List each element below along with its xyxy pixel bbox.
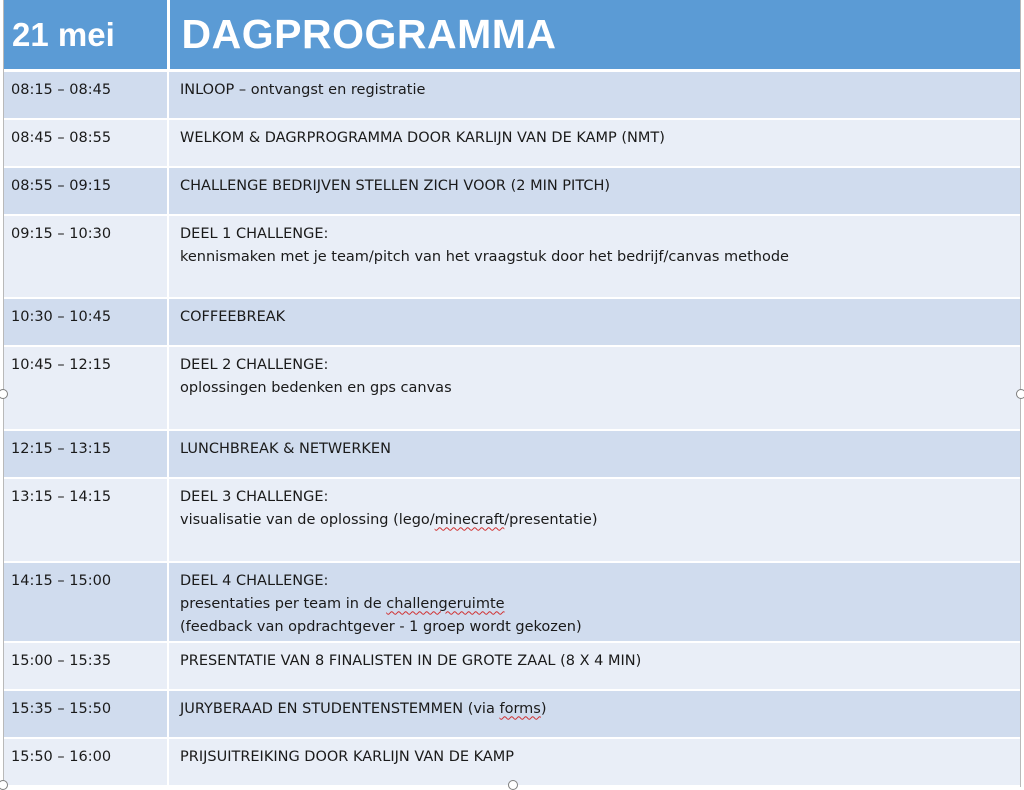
activity-line: LUNCHBREAK & NETWERKEN bbox=[180, 440, 391, 457]
time-cell: 10:30 – 10:45 bbox=[4, 298, 168, 346]
activity-text: presentaties per team in de bbox=[180, 595, 387, 612]
table-row bbox=[4, 430, 1020, 478]
time-cell: 12:15 – 13:15 bbox=[4, 430, 168, 478]
activity-line: DEEL 1 CHALLENGE: bbox=[180, 225, 329, 242]
spellcheck-word[interactable]: minecraft bbox=[434, 511, 505, 528]
activity-text: /presentatie) bbox=[504, 511, 598, 528]
table-row bbox=[4, 478, 1020, 562]
activity-text: ) bbox=[540, 700, 547, 717]
resize-handle-bottom[interactable] bbox=[508, 780, 518, 790]
activity-cell bbox=[168, 430, 1020, 478]
activity-cell bbox=[168, 298, 1020, 346]
table-row bbox=[4, 215, 1020, 298]
activity-cell bbox=[168, 642, 1020, 690]
activity-line: (feedback van opdrachtgever - 1 groep wordt gekozen) bbox=[180, 618, 582, 635]
activity-cell bbox=[168, 71, 1020, 119]
time-cell: 15:50 – 16:00 bbox=[4, 738, 168, 786]
spellcheck-word[interactable]: challengeruimte bbox=[386, 595, 505, 612]
time-cell: 08:15 – 08:45 bbox=[4, 71, 168, 119]
time-cell: 09:15 – 10:30 bbox=[4, 215, 168, 298]
activity-text: JURYBERAAD EN STUDENTENSTEMMEN (via bbox=[180, 700, 500, 717]
header-row bbox=[4, 0, 1020, 71]
activity-line: COFFEEBREAK bbox=[180, 308, 286, 325]
activity-line bbox=[180, 593, 1020, 616]
spellcheck-word[interactable]: forms bbox=[499, 700, 541, 717]
table-row bbox=[4, 71, 1020, 119]
schedule-frame bbox=[3, 0, 1021, 787]
time-cell: 15:00 – 15:35 bbox=[4, 642, 168, 690]
table-row bbox=[4, 642, 1020, 690]
activity-cell bbox=[168, 738, 1020, 786]
time-cell: 14:15 – 15:00 bbox=[4, 562, 168, 642]
activity-cell bbox=[168, 167, 1020, 215]
time-cell: 13:15 – 14:15 bbox=[4, 478, 168, 562]
activity-line: DEEL 4 CHALLENGE: bbox=[180, 572, 329, 589]
table-row bbox=[4, 298, 1020, 346]
page-title: DAGPROGRAMMA bbox=[168, 0, 1020, 71]
activity-line bbox=[180, 698, 1020, 721]
activity-line: INLOOP – ontvangst en registratie bbox=[180, 82, 426, 98]
time-cell: 08:55 – 09:15 bbox=[4, 167, 168, 215]
activity-cell bbox=[168, 119, 1020, 167]
time-cell: 10:45 – 12:15 bbox=[4, 346, 168, 430]
activity-cell bbox=[168, 346, 1020, 430]
activity-line: PRESENTATIE VAN 8 FINALISTEN IN DE GROTE ZAAL (8 X 4 MIN) bbox=[180, 652, 642, 669]
activity-cell bbox=[168, 690, 1020, 738]
activity-line: DEEL 2 CHALLENGE: bbox=[180, 356, 329, 373]
table-row bbox=[4, 562, 1020, 642]
activity-cell bbox=[168, 562, 1020, 642]
resize-handle-right[interactable] bbox=[1016, 389, 1024, 399]
activity-line: CHALLENGE BEDRIJVEN STELLEN ZICH VOOR (2 MIN PITCH) bbox=[180, 177, 611, 194]
activity-line: PRIJSUITREIKING DOOR KARLIJN VAN DE KAMP bbox=[180, 748, 515, 765]
schedule-table bbox=[4, 0, 1020, 787]
table-row bbox=[4, 690, 1020, 738]
table-row bbox=[4, 119, 1020, 167]
table-row bbox=[4, 346, 1020, 430]
time-cell: 15:35 – 15:50 bbox=[4, 690, 168, 738]
activity-text: visualisatie van de oplossing (lego/ bbox=[180, 511, 435, 528]
table-row bbox=[4, 167, 1020, 215]
resize-handle-bottom-left[interactable] bbox=[0, 780, 8, 790]
time-cell: 08:45 – 08:55 bbox=[4, 119, 168, 167]
date-header: 21 mei bbox=[4, 0, 168, 71]
activity-cell bbox=[168, 215, 1020, 298]
activity-line: oplossingen bedenken en gps canvas bbox=[180, 379, 452, 396]
activity-line: kennismaken met je team/pitch van het vraagstuk door het bedrijf/canvas methode bbox=[180, 248, 789, 265]
activity-cell bbox=[168, 478, 1020, 562]
activity-line: WELKOM & DAGRPROGRAMMA DOOR KARLIJN VAN DE KAMP (NMT) bbox=[180, 129, 665, 146]
table-row bbox=[4, 738, 1020, 786]
activity-line bbox=[180, 509, 1020, 532]
activity-line: DEEL 3 CHALLENGE: bbox=[180, 488, 329, 505]
